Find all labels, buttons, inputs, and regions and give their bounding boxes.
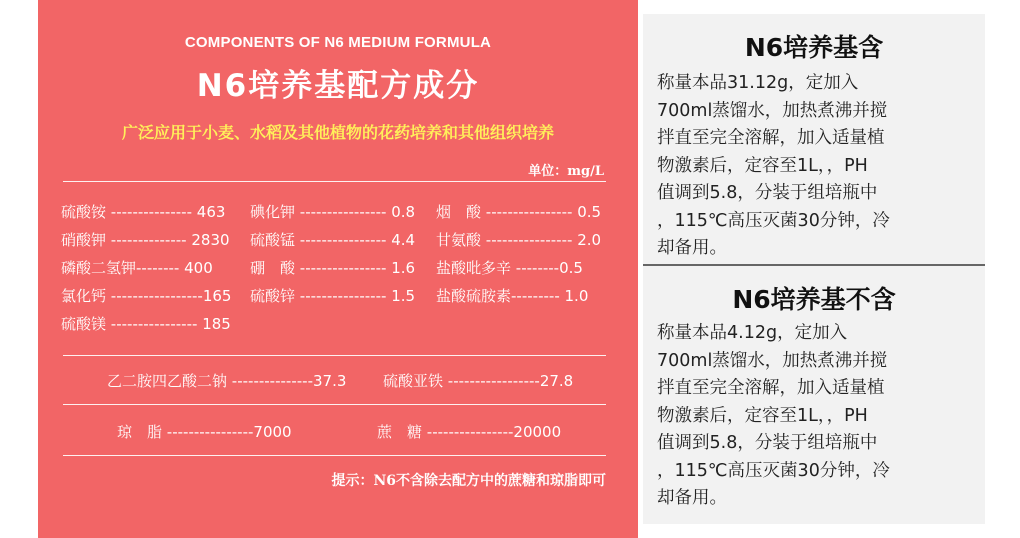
component-row [61,201,231,229]
dash-leader: ---------------- [110,315,198,333]
component-name: 碘化钾 [250,203,296,221]
component-name: 盐酸硫胺素 [436,287,512,305]
component-row [250,257,415,285]
component-value: 1.0 [564,287,589,305]
component-name: 盐酸吡多辛 [436,259,512,277]
without-instructions: 称量本品4.12g，定加入 700ml蒸馏水，加热煮沸并搅 拌直至完全溶解，加入适量植 物激素后，定容至1L，，PH 值调到5.8，分装于组培瓶中 ，115℃高压灭菌30分钟，冷 却备用。 [657,323,890,508]
component-name: 甘氨酸 [436,231,482,249]
component-value: 20000 [513,423,562,441]
divider [63,455,606,456]
component-value: 2.0 [577,231,602,249]
component-column-1 [61,201,231,341]
component-value: 0.5 [577,203,602,221]
component-column-2 [250,201,415,313]
component-value: 165 [202,287,232,305]
component-value: 463 [196,203,226,221]
divider [63,355,606,356]
formula-card [38,0,638,538]
dash-leader: ---------------- [166,423,254,441]
component-value: 1.6 [391,259,416,277]
component-value: 185 [202,315,231,333]
dash-leader: ---------------- [299,287,387,305]
iron-row-2 [383,370,573,391]
component-row [436,201,601,229]
dash-leader: -------- [136,259,180,277]
component-column-3 [436,201,601,313]
component-value: 0.5 [559,259,583,277]
dash-leader: ---------------- [485,203,573,221]
component-value: 7000 [253,423,292,441]
with-instructions: 称量本品31.12g，定加入 700ml蒸馏水，加热煮沸并搅 拌直至完全溶解，加入适量植 物激素后，定容至1L，，PH 值调到5.8，分装于组培瓶中 ，115℃高压灭菌30分钟，冷 却备用。 [657,73,890,258]
component-row [250,229,415,257]
dash-leader: ---------------- [426,423,514,441]
dash-leader: ----------------- [110,287,203,305]
component-name: 硫酸镁 [61,315,107,333]
component-value: 400 [184,259,213,277]
component-row [61,313,231,341]
component-name: 磷酸二氢钾 [61,259,137,277]
english-subtitle: COMPONENTS OF N6 MEDIUM FORMULA [184,34,492,51]
dash-leader: ---------------- [299,203,387,221]
component-value: 4.4 [391,231,416,249]
application-note: 广泛应用于小麦、水稻及其他植物的花药培养和其他组织培养 [121,123,554,142]
component-row [436,229,601,257]
component-value: 0.8 [391,203,416,221]
component-name: 硫酸锌 [250,287,296,305]
component-name: 氯化钙 [61,287,107,305]
dash-leader: ---------------- [485,231,573,249]
component-row [250,285,415,313]
dash-leader: -------------- [110,231,187,249]
dash-leader: -------- [515,259,560,277]
component-value: 27.8 [539,372,574,390]
component-row [436,257,601,285]
divider [63,181,606,182]
dash-leader: --------------- [110,203,192,221]
component-name: 硫酸亚铁 [383,372,444,390]
section-divider [643,264,985,266]
component-row [61,285,231,313]
dash-leader: --------- [511,287,560,305]
component-name: 硫酸锰 [250,231,296,249]
with-heading: N6培养基含 [744,33,884,62]
without-heading: N6培养基不含 [732,285,896,314]
dash-leader: --------------- [231,372,313,390]
component-value: 37.3 [313,372,347,390]
tip-note: 提示：N6不含除去配方中的蔗糖和琼脂即可 [331,473,606,489]
component-name: 琼 脂 [117,423,163,441]
component-name: 硼 酸 [250,259,296,277]
dash-leader: ----------------- [447,372,540,390]
component-name: 硝酸钾 [61,231,107,249]
component-row [61,257,231,285]
card-title: N6培养基配方成分 [196,68,480,104]
dash-leader: ---------------- [299,231,387,249]
component-value: 2830 [191,231,230,249]
component-row [436,285,601,313]
unit-label: 单位：mg/L [528,164,604,179]
component-name: 硫酸铵 [61,203,107,221]
component-name: 蔗 糖 [377,423,423,441]
iron-row-1 [107,370,346,391]
dash-leader: ---------------- [299,259,387,277]
divider [63,404,606,405]
carbon-row-2 [377,421,561,442]
component-row [250,201,415,229]
component-value: 1.5 [391,287,416,305]
component-name: 烟 酸 [436,203,482,221]
component-row [61,229,231,257]
component-name: 乙二胺四乙酸二钠 [107,372,228,390]
carbon-row-1 [117,421,292,442]
